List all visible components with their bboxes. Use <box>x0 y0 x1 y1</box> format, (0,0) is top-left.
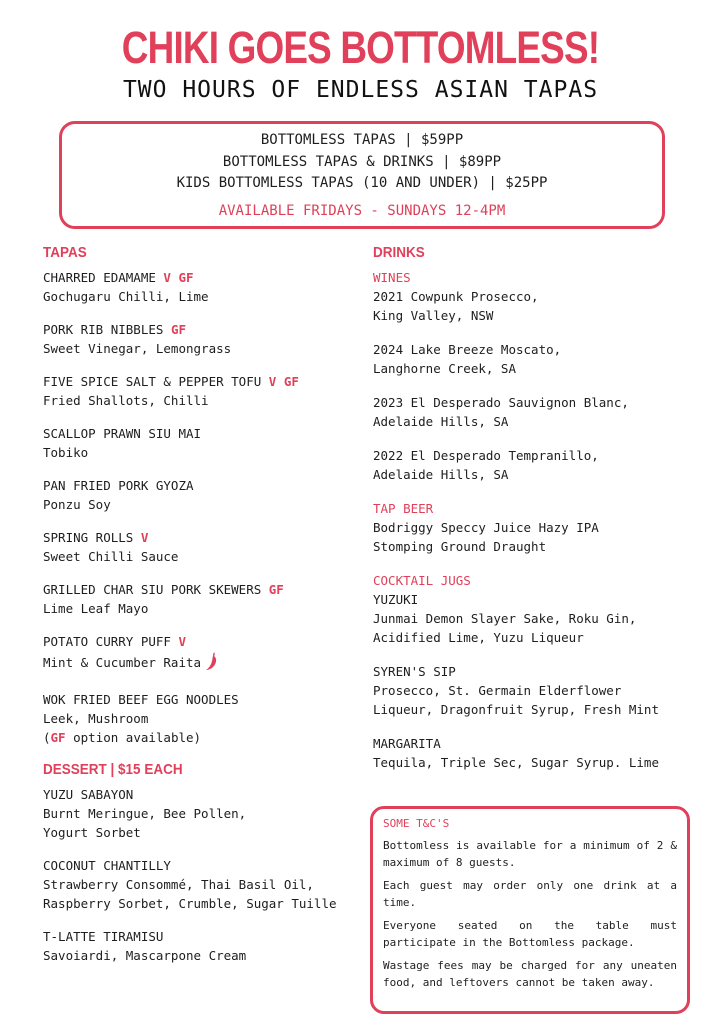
dietary-tag: V <box>178 634 186 649</box>
item-description: Ponzu Soy <box>43 497 111 512</box>
cocktail-name: SYREN'S SIP <box>373 664 456 679</box>
terms-paragraph: Everyone seated on the table must participate in the Bottomless package. <box>383 919 677 949</box>
menu-subtitle: TWO HOURS OF ENDLESS ASIAN TAPAS <box>122 77 599 103</box>
dessert-item <box>43 927 353 965</box>
item-description: Burnt Meringue, Bee Pollen, Yogurt Sorbet <box>43 806 247 840</box>
wine-item: 2024 Lake Breeze Moscato, Langhorne Creek, SA <box>373 342 562 376</box>
chili-pepper-icon <box>205 651 219 676</box>
tap-beer-subheading: TAP BEER <box>373 501 434 516</box>
dietary-tag: V GF <box>268 374 299 389</box>
item-description: Mint & Cucumber Raita <box>43 655 202 670</box>
item-description: Gochugaru Chilli, Lime <box>43 289 209 304</box>
item-description: Fried Shallots, Chilli <box>43 393 209 408</box>
item-description: Lime Leaf Mayo <box>43 601 149 616</box>
beer-list <box>373 518 693 556</box>
item-name: SCALLOP PRAWN SIU MAI <box>43 426 202 441</box>
price-bottomless-tapas: BOTTOMLESS TAPAS | $59PP <box>260 132 464 148</box>
menu-item <box>43 690 353 747</box>
item-name: POTATO CURRY PUFF <box>43 634 171 649</box>
cocktail-description: Junmai Demon Slayer Sake, Roku Gin, Acidified Lime, Yuzu Liqueur <box>373 611 637 645</box>
terms-paragraph: Wastage fees may be charged for any uneaten food, and leftovers cannot be taken away. <box>383 959 677 989</box>
item-description: Strawberry Consommé, Thai Basil Oil, Raspberry Sorbet, Crumble, Sugar Tuille <box>43 877 337 911</box>
terms-paragraph: Bottomless is available for a minimum of 2 & maximum of 8 guests. <box>383 839 677 869</box>
cocktail-description: Tequila, Triple Sec, Sugar Syrup. Lime <box>373 755 659 770</box>
menu-item <box>43 424 353 462</box>
beer-item: Bodriggy Speccy Juice Hazy IPA <box>373 520 599 535</box>
item-description: Sweet Chilli Sauce <box>43 549 179 564</box>
item-name: PAN FRIED PORK GYOZA <box>43 478 194 493</box>
price-tapas-and-drinks: BOTTOMLESS TAPAS & DRINKS | $89PP <box>222 153 502 170</box>
item-name: FIVE SPICE SALT & PEPPER TOFU <box>43 374 262 389</box>
menu-item <box>43 632 353 676</box>
menu-item <box>43 476 353 514</box>
menu-item <box>43 580 353 618</box>
cocktail-subheading: COCKTAIL JUGS <box>373 573 471 588</box>
item-name: WOK FRIED BEEF EGG NOODLES <box>43 692 239 707</box>
item-description: Tobiko <box>43 445 89 460</box>
cocktail-item <box>373 662 693 719</box>
cocktail-name: YUZUKI <box>373 592 419 607</box>
terms-box <box>370 806 690 1014</box>
dietary-tag: V GF <box>163 270 194 285</box>
menu-item <box>43 320 353 358</box>
wine-item: 2021 Cowpunk Prosecco, King Valley, NSW <box>373 289 539 323</box>
item-name: COCONUT CHANTILLY <box>43 858 171 873</box>
tapas-heading: TAPAS <box>43 244 87 261</box>
wine-item: 2023 El Desperado Sauvignon Blanc, Adelaide Hills, SA <box>373 395 629 429</box>
pricing-box <box>59 121 665 229</box>
dietary-tag: GF <box>268 582 284 597</box>
dessert-item <box>43 785 353 842</box>
item-name: YUZU SABAYON <box>43 787 134 802</box>
wines-subheading: WINES <box>373 270 411 285</box>
menu-item <box>43 528 353 566</box>
food-column <box>43 244 353 979</box>
menu-title: CHIKI GOES BOTTOMLESS! <box>121 22 600 73</box>
cocktail-item <box>373 590 693 647</box>
wine-item: 2022 El Desperado Tempranillo, Adelaide Hills, SA <box>373 448 599 482</box>
item-description: Savoiardi, Mascarpone Cream <box>43 948 247 963</box>
item-description: Sweet Vinegar, Lemongrass <box>43 341 232 356</box>
item-name: CHARRED EDAMAME <box>43 270 156 285</box>
terms-paragraph: Each guest may order only one drink at a time. <box>383 879 677 909</box>
terms-title: SOME T&C'S <box>383 817 450 830</box>
item-description: Leek, Mushroom <box>43 711 149 726</box>
price-kids: KIDS BOTTOMLESS TAPAS (10 AND UNDER) | $25PP <box>176 175 548 191</box>
menu-item <box>43 268 353 306</box>
dessert-item <box>43 856 353 913</box>
item-name: SPRING ROLLS <box>43 530 134 545</box>
drinks-column <box>373 244 693 787</box>
dessert-heading: DESSERT | $15 EACH <box>43 761 183 778</box>
dietary-tag: V <box>140 530 149 545</box>
beer-item: Stomping Ground Draught <box>373 539 547 554</box>
menu-item <box>43 372 353 410</box>
item-name: T-LATTE TIRAMISU <box>43 929 164 944</box>
item-name: GRILLED CHAR SIU PORK SKEWERS <box>43 582 262 597</box>
gf-option-note: (GF option available) <box>43 730 202 745</box>
cocktail-description: Prosecco, St. Germain Elderflower Liqueur, Dragonfruit Syrup, Fresh Mint <box>373 683 659 717</box>
availability-note: AVAILABLE FRIDAYS - SUNDAYS 12-4PM <box>218 202 506 219</box>
cocktail-item <box>373 734 693 772</box>
item-name: PORK RIB NIBBLES <box>43 322 164 337</box>
cocktail-name: MARGARITA <box>373 736 441 751</box>
dietary-tag: GF <box>170 322 187 337</box>
drinks-heading: DRINKS <box>373 244 425 261</box>
